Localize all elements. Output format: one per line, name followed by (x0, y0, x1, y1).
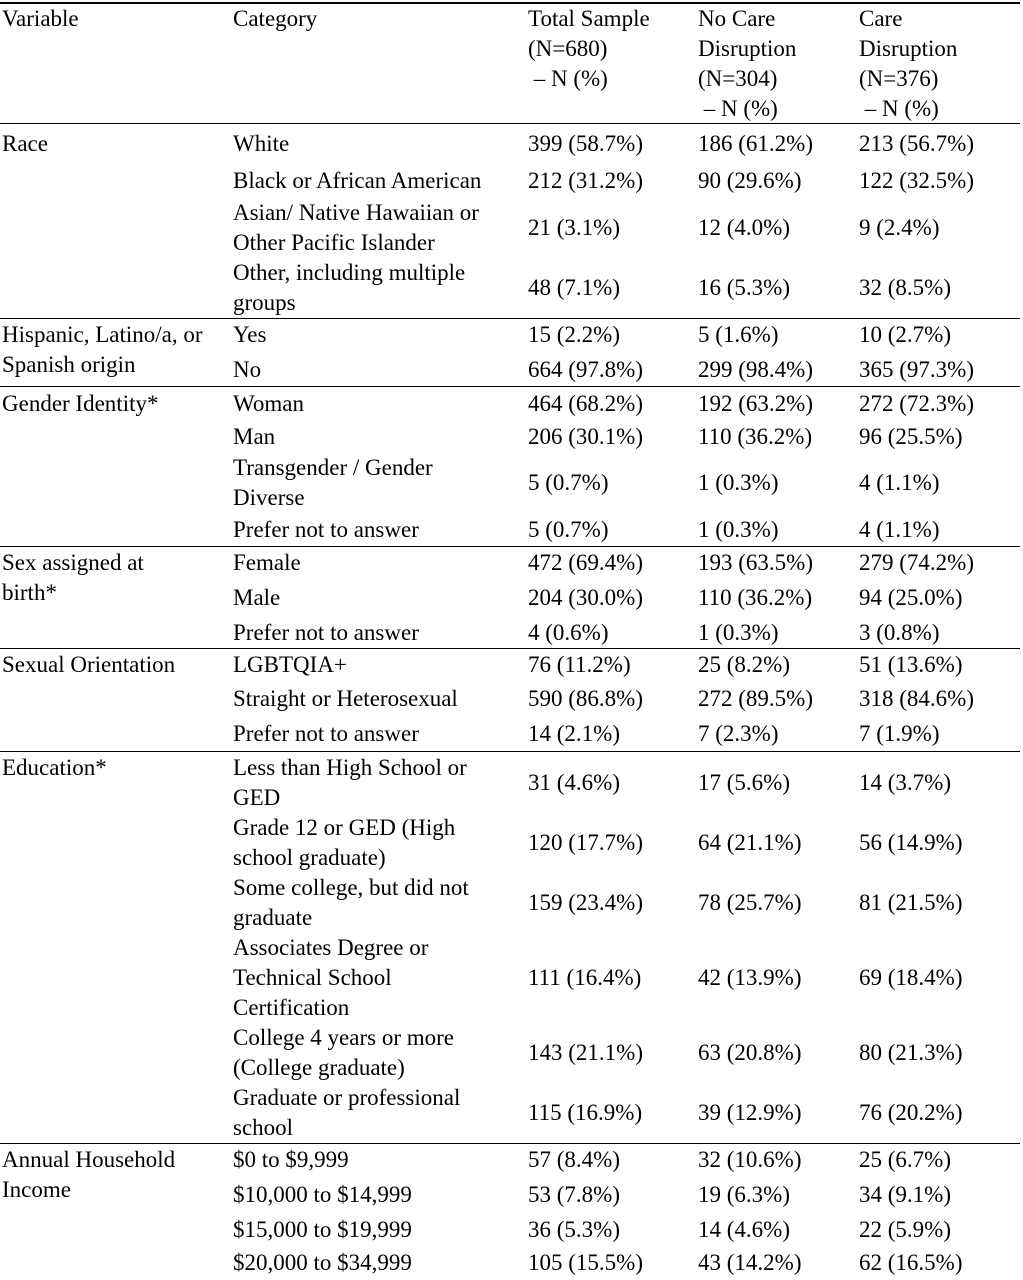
category-label: $15,000 to $19,999 (233, 1217, 412, 1242)
total-value: 105 (15.5%) (528, 1250, 643, 1275)
no-care-value: 5 (1.6%) (698, 322, 779, 347)
category-label: Grade 12 or GED (High school graduate) (233, 815, 456, 870)
no-care-value: 299 (98.4%) (698, 357, 813, 382)
table-row (0, 650, 1023, 680)
no-care-value: 64 (21.1%) (698, 830, 802, 855)
no-care-value: 39 (12.9%) (698, 1100, 802, 1125)
no-care-value: 186 (61.2%) (698, 131, 813, 156)
care-value: 32 (8.5%) (859, 275, 951, 300)
care-value: 69 (18.4%) (859, 965, 963, 990)
category-label: Prefer not to answer (233, 620, 419, 645)
category-label: Asian/ Native Hawaiian or Other Pacific Islander (233, 200, 479, 255)
category-label: No (233, 357, 262, 382)
header-no-care-disruption: No Care Disruption (N=304) – N (%) (698, 6, 797, 121)
table-row (0, 1248, 1023, 1278)
variable-label: Hispanic, Latino/a, or Spanish origin (2, 322, 203, 377)
care-value: 365 (97.3%) (859, 357, 974, 382)
table-row (0, 389, 1023, 419)
total-value: 57 (8.4%) (528, 1147, 620, 1172)
total-value: 115 (16.9%) (528, 1100, 643, 1125)
group-rule (0, 1143, 1020, 1144)
total-value: 143 (21.1%) (528, 1040, 643, 1065)
table-row (0, 684, 1023, 714)
category-label: Straight or Heterosexual (233, 686, 458, 711)
no-care-value: 17 (5.6%) (698, 770, 790, 795)
care-value: 80 (21.3%) (859, 1040, 963, 1065)
care-value: 213 (56.7%) (859, 131, 974, 156)
total-value: 399 (58.7%) (528, 131, 643, 156)
category-label: Black or African American (233, 168, 482, 193)
table-row (0, 129, 1023, 159)
table-row (0, 258, 1023, 318)
table-row (0, 618, 1023, 648)
no-care-value: 14 (4.6%) (698, 1217, 790, 1242)
table-row (0, 583, 1023, 613)
no-care-value: 110 (36.2%) (698, 424, 813, 449)
no-care-value: 16 (5.3%) (698, 275, 790, 300)
total-value: 76 (11.2%) (528, 652, 631, 677)
no-care-value: 32 (10.6%) (698, 1147, 802, 1172)
category-label: Prefer not to answer (233, 721, 419, 746)
table-row (0, 813, 1023, 873)
care-value: 10 (2.7%) (859, 322, 951, 347)
table-row (0, 422, 1023, 452)
total-value: 4 (0.6%) (528, 620, 609, 645)
care-value: 318 (84.6%) (859, 686, 974, 711)
table-row (0, 355, 1023, 385)
table-row (0, 933, 1023, 1023)
care-value: 279 (74.2%) (859, 550, 974, 575)
table-row (0, 753, 1023, 813)
category-label: Man (233, 424, 276, 449)
category-label: $10,000 to $14,999 (233, 1182, 412, 1207)
care-value: 25 (6.7%) (859, 1147, 951, 1172)
header-rule (0, 123, 1020, 124)
category-label: Associates Degree or Technical School Certification (233, 935, 429, 1020)
total-value: 36 (5.3%) (528, 1217, 620, 1242)
table-row (0, 198, 1023, 258)
category-label: Transgender / Gender Diverse (233, 455, 433, 510)
table-row (0, 1083, 1023, 1143)
care-value: 3 (0.8%) (859, 620, 940, 645)
no-care-value: 192 (63.2%) (698, 391, 813, 416)
care-value: 14 (3.7%) (859, 770, 951, 795)
no-care-value: 1 (0.3%) (698, 470, 779, 495)
table-row (0, 1023, 1023, 1083)
table-row (0, 719, 1023, 749)
care-value: 76 (20.2%) (859, 1100, 963, 1125)
table-row (0, 515, 1023, 545)
care-value: 7 (1.9%) (859, 721, 940, 746)
no-care-value: 43 (14.2%) (698, 1250, 802, 1275)
total-value: 14 (2.1%) (528, 721, 620, 746)
total-value: 120 (17.7%) (528, 830, 643, 855)
total-value: 664 (97.8%) (528, 357, 643, 382)
no-care-value: 1 (0.3%) (698, 517, 779, 542)
variable-label: Education* (2, 755, 107, 780)
category-label: White (233, 131, 290, 156)
variable-label: Sexual Orientation (2, 652, 176, 677)
no-care-value: 7 (2.3%) (698, 721, 779, 746)
care-value: 122 (32.5%) (859, 168, 974, 193)
category-label: Other, including multiple groups (233, 260, 466, 315)
category-label: Female (233, 550, 301, 575)
total-value: 53 (7.8%) (528, 1182, 620, 1207)
total-value: 111 (16.4%) (528, 965, 642, 990)
category-label: Male (233, 585, 281, 610)
no-care-value: 12 (4.0%) (698, 215, 790, 240)
category-label: Graduate or professional school (233, 1085, 461, 1140)
category-label: Yes (233, 322, 267, 347)
category-label: Less than High School or GED (233, 755, 467, 810)
care-value: 9 (2.4%) (859, 215, 940, 240)
total-value: 5 (0.7%) (528, 517, 609, 542)
category-label: $0 to $9,999 (233, 1147, 349, 1172)
table-row (0, 873, 1023, 933)
care-value: 94 (25.0%) (859, 585, 963, 610)
header-care-disruption: Care Disruption (N=376) – N (%) (859, 6, 958, 121)
care-value: 4 (1.1%) (859, 517, 940, 542)
variable-label: Annual Household Income (2, 1147, 176, 1202)
category-label: Prefer not to answer (233, 517, 419, 542)
total-value: 159 (23.4%) (528, 890, 643, 915)
care-value: 272 (72.3%) (859, 391, 974, 416)
total-value: 31 (4.6%) (528, 770, 620, 795)
no-care-value: 63 (20.8%) (698, 1040, 802, 1065)
no-care-value: 110 (36.2%) (698, 585, 813, 610)
care-value: 4 (1.1%) (859, 470, 940, 495)
total-value: 590 (86.8%) (528, 686, 643, 711)
category-label: College 4 years or more (College graduate) (233, 1025, 454, 1080)
table-row (0, 1215, 1023, 1245)
no-care-value: 1 (0.3%) (698, 620, 779, 645)
table-row (0, 166, 1023, 196)
no-care-value: 78 (25.7%) (698, 890, 802, 915)
care-value: 96 (25.5%) (859, 424, 963, 449)
category-label: $20,000 to $34,999 (233, 1250, 412, 1275)
care-value: 22 (5.9%) (859, 1217, 951, 1242)
no-care-value: 193 (63.5%) (698, 550, 813, 575)
table-row (0, 453, 1023, 513)
variable-label: Gender Identity* (2, 391, 159, 416)
total-value: 472 (69.4%) (528, 550, 643, 575)
no-care-value: 25 (8.2%) (698, 652, 790, 677)
care-value: 51 (13.6%) (859, 652, 963, 677)
header-variable: Variable (2, 6, 79, 31)
group-rule (0, 318, 1020, 319)
group-rule (0, 751, 1020, 752)
variable-label: Race (2, 131, 48, 156)
total-value: 464 (68.2%) (528, 391, 643, 416)
care-value: 81 (21.5%) (859, 890, 963, 915)
group-rule (0, 648, 1020, 649)
no-care-value: 19 (6.3%) (698, 1182, 790, 1207)
table-row (0, 1180, 1023, 1210)
group-rule (0, 546, 1020, 547)
total-value: 204 (30.0%) (528, 585, 643, 610)
no-care-value: 90 (29.6%) (698, 168, 802, 193)
category-label: Some college, but did not graduate (233, 875, 469, 930)
total-value: 48 (7.1%) (528, 275, 620, 300)
care-value: 62 (16.5%) (859, 1250, 963, 1275)
variable-label: Sex assigned at birth* (2, 550, 144, 605)
header-total-sample: Total Sample (N=680) – N (%) (528, 6, 650, 91)
header-category: Category (233, 6, 318, 31)
category-label: LGBTQIA+ (233, 652, 347, 677)
care-value: 34 (9.1%) (859, 1182, 951, 1207)
no-care-value: 42 (13.9%) (698, 965, 802, 990)
total-value: 21 (3.1%) (528, 215, 620, 240)
category-label: Woman (233, 391, 304, 416)
total-value: 5 (0.7%) (528, 470, 609, 495)
group-rule (0, 386, 1020, 387)
no-care-value: 272 (89.5%) (698, 686, 813, 711)
care-value: 56 (14.9%) (859, 830, 963, 855)
total-value: 206 (30.1%) (528, 424, 643, 449)
total-value: 15 (2.2%) (528, 322, 620, 347)
total-value: 212 (31.2%) (528, 168, 643, 193)
